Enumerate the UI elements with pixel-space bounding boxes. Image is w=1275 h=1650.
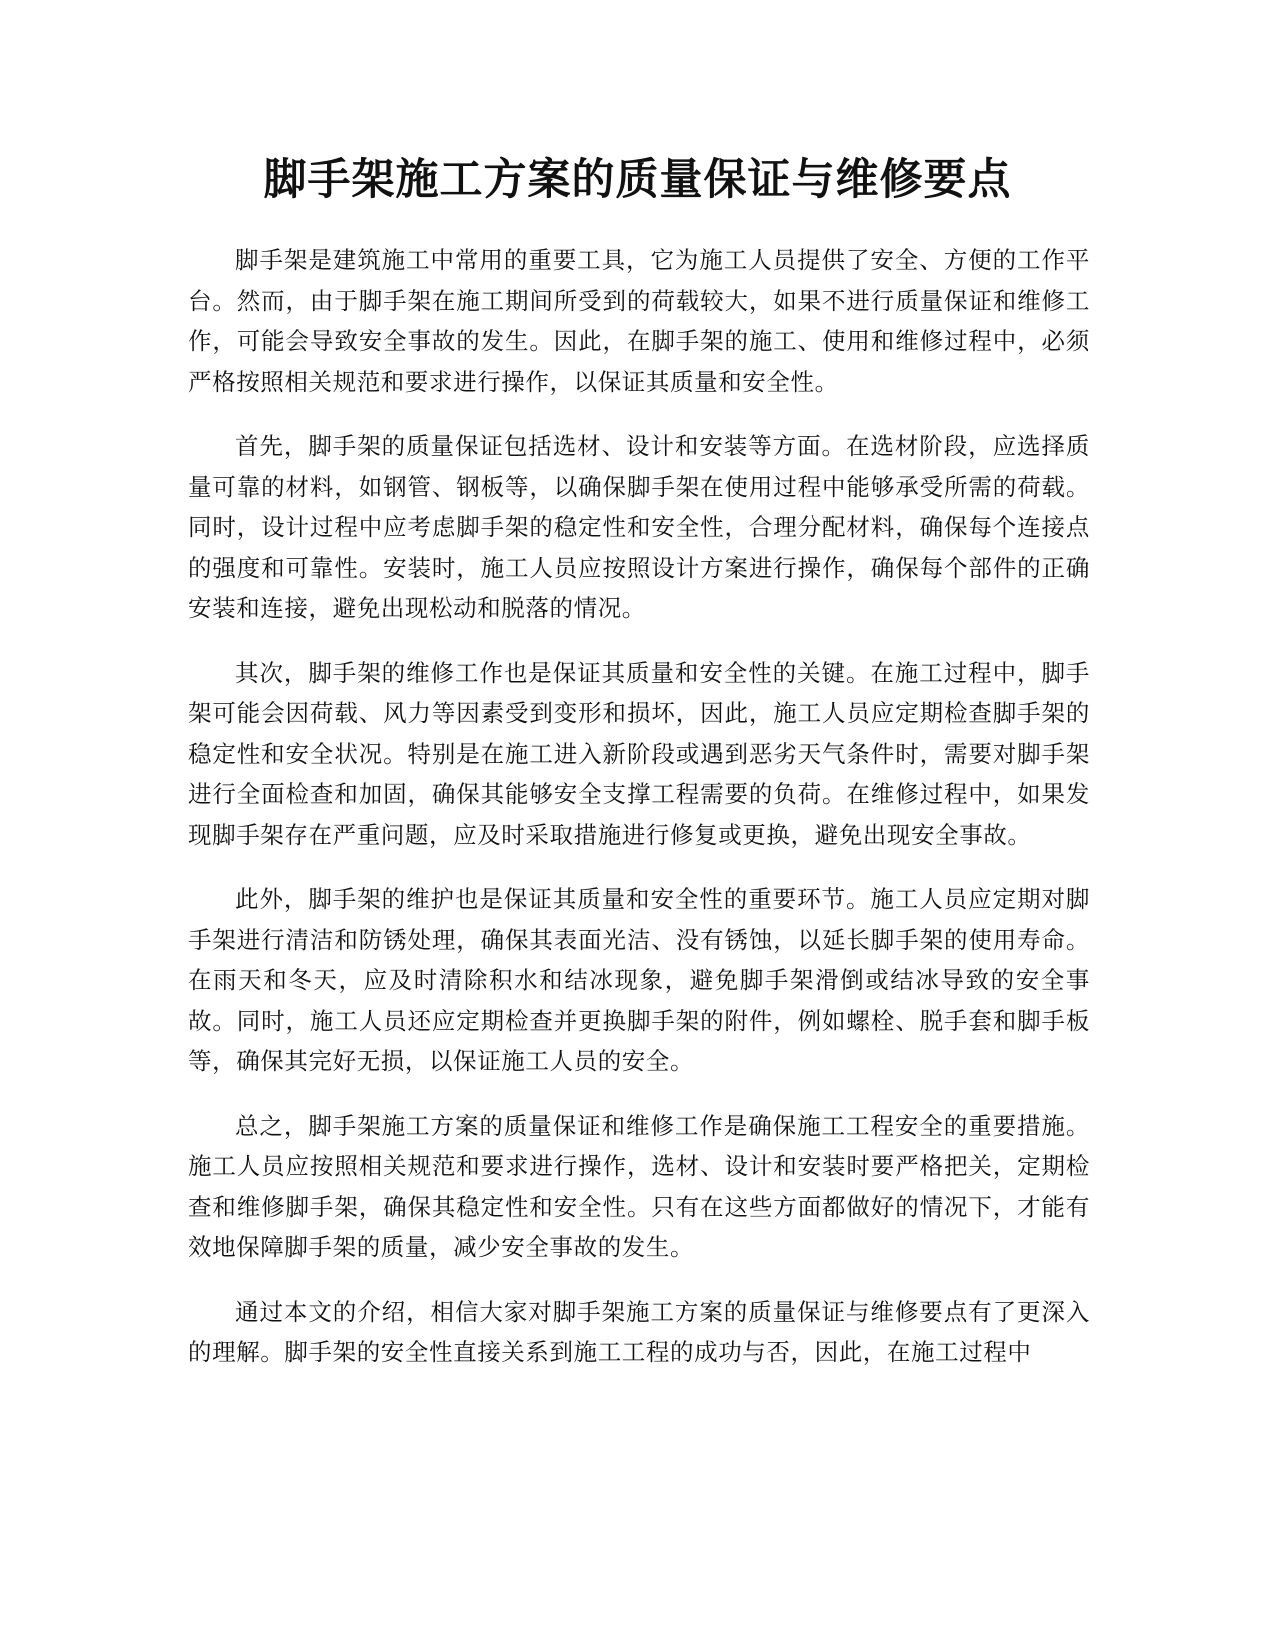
document-body — [188, 240, 1090, 1397]
paragraph-maintenance: 此外，脚手架的维护也是保证其质量和安全性的重要环节。施工人员应定期对脚手架进行清洁和防锈处理，确保其表面光洁、没有锈蚀，以延长脚手架的使用寿命。在雨天和冬天，应及时清除积水和结冰现象，避免脚手架滑倒或结冰导致的安全事故。同时，施工人员还应定期检查并更换脚手架的附件，例如螺栓、脱手套和脚手板等，确保其完好无损，以保证施工人员的安全。 — [188, 885, 1090, 1075]
paragraph-summary: 总之，脚手架施工方案的质量保证和维修工作是确保施工工程安全的重要措施。施工人员应按照相关规范和要求进行操作，选材、设计和安装时要严格把关，定期检查和维修脚手架，确保其稳定性和安全性。只有在这些方面都做好的情况下，才能有效地保障脚手架的质量，减少安全事故的发生。 — [188, 1111, 1090, 1261]
paragraph-intro: 脚手架是建筑施工中常用的重要工具，它为施工人员提供了安全、方便的工作平台。然而，由于脚手架在施工期间所受到的荷载较大，如果不进行质量保证和维修工作，可能会导致安全事故的发生。因此，在脚手架的施工、使用和维修过程中，必须严格按照相关规范和要求进行操作，以保证其质量和安全性。 — [188, 246, 1090, 396]
paragraph-quality-assurance: 首先，脚手架的质量保证包括选材、设计和安装等方面。在选材阶段，应选择质量可靠的材料，如钢管、钢板等，以确保脚手架在使用过程中能够承受所需的荷载。同时，设计过程中应考虑脚手架的稳定性和安全性，合理分配材料，确保每个连接点的强度和可靠性。安装时，施工人员应按照设计方案进行操作，确保每个部件的正确安装和连接，避免出现松动和脱落的情况。 — [188, 432, 1090, 622]
paragraph-repair-work: 其次，脚手架的维修工作也是保证其质量和安全性的关键。在施工过程中，脚手架可能会因荷载、风力等因素受到变形和损坏，因此，施工人员应定期检查脚手架的稳定性和安全状况。特别是在施工进入新阶段或遇到恶劣天气条件时，需要对脚手架进行全面检查和加固，确保其能够安全支撑工程需要的负荷。在维修过程中，如果发现脚手架存在严重问题，应及时采取措施进行修复或更换，避免出现安全事故。 — [188, 658, 1090, 849]
document-title: 脚手架施工方案的质量保证与维修要点 — [263, 155, 1012, 205]
paragraph-conclusion: 通过本文的介绍，相信大家对脚手架施工方案的质量保证与维修要点有了更深入的理解。脚手架的安全性直接关系到施工工程的成功与否，因此，在施工过程中 — [188, 1297, 1090, 1366]
